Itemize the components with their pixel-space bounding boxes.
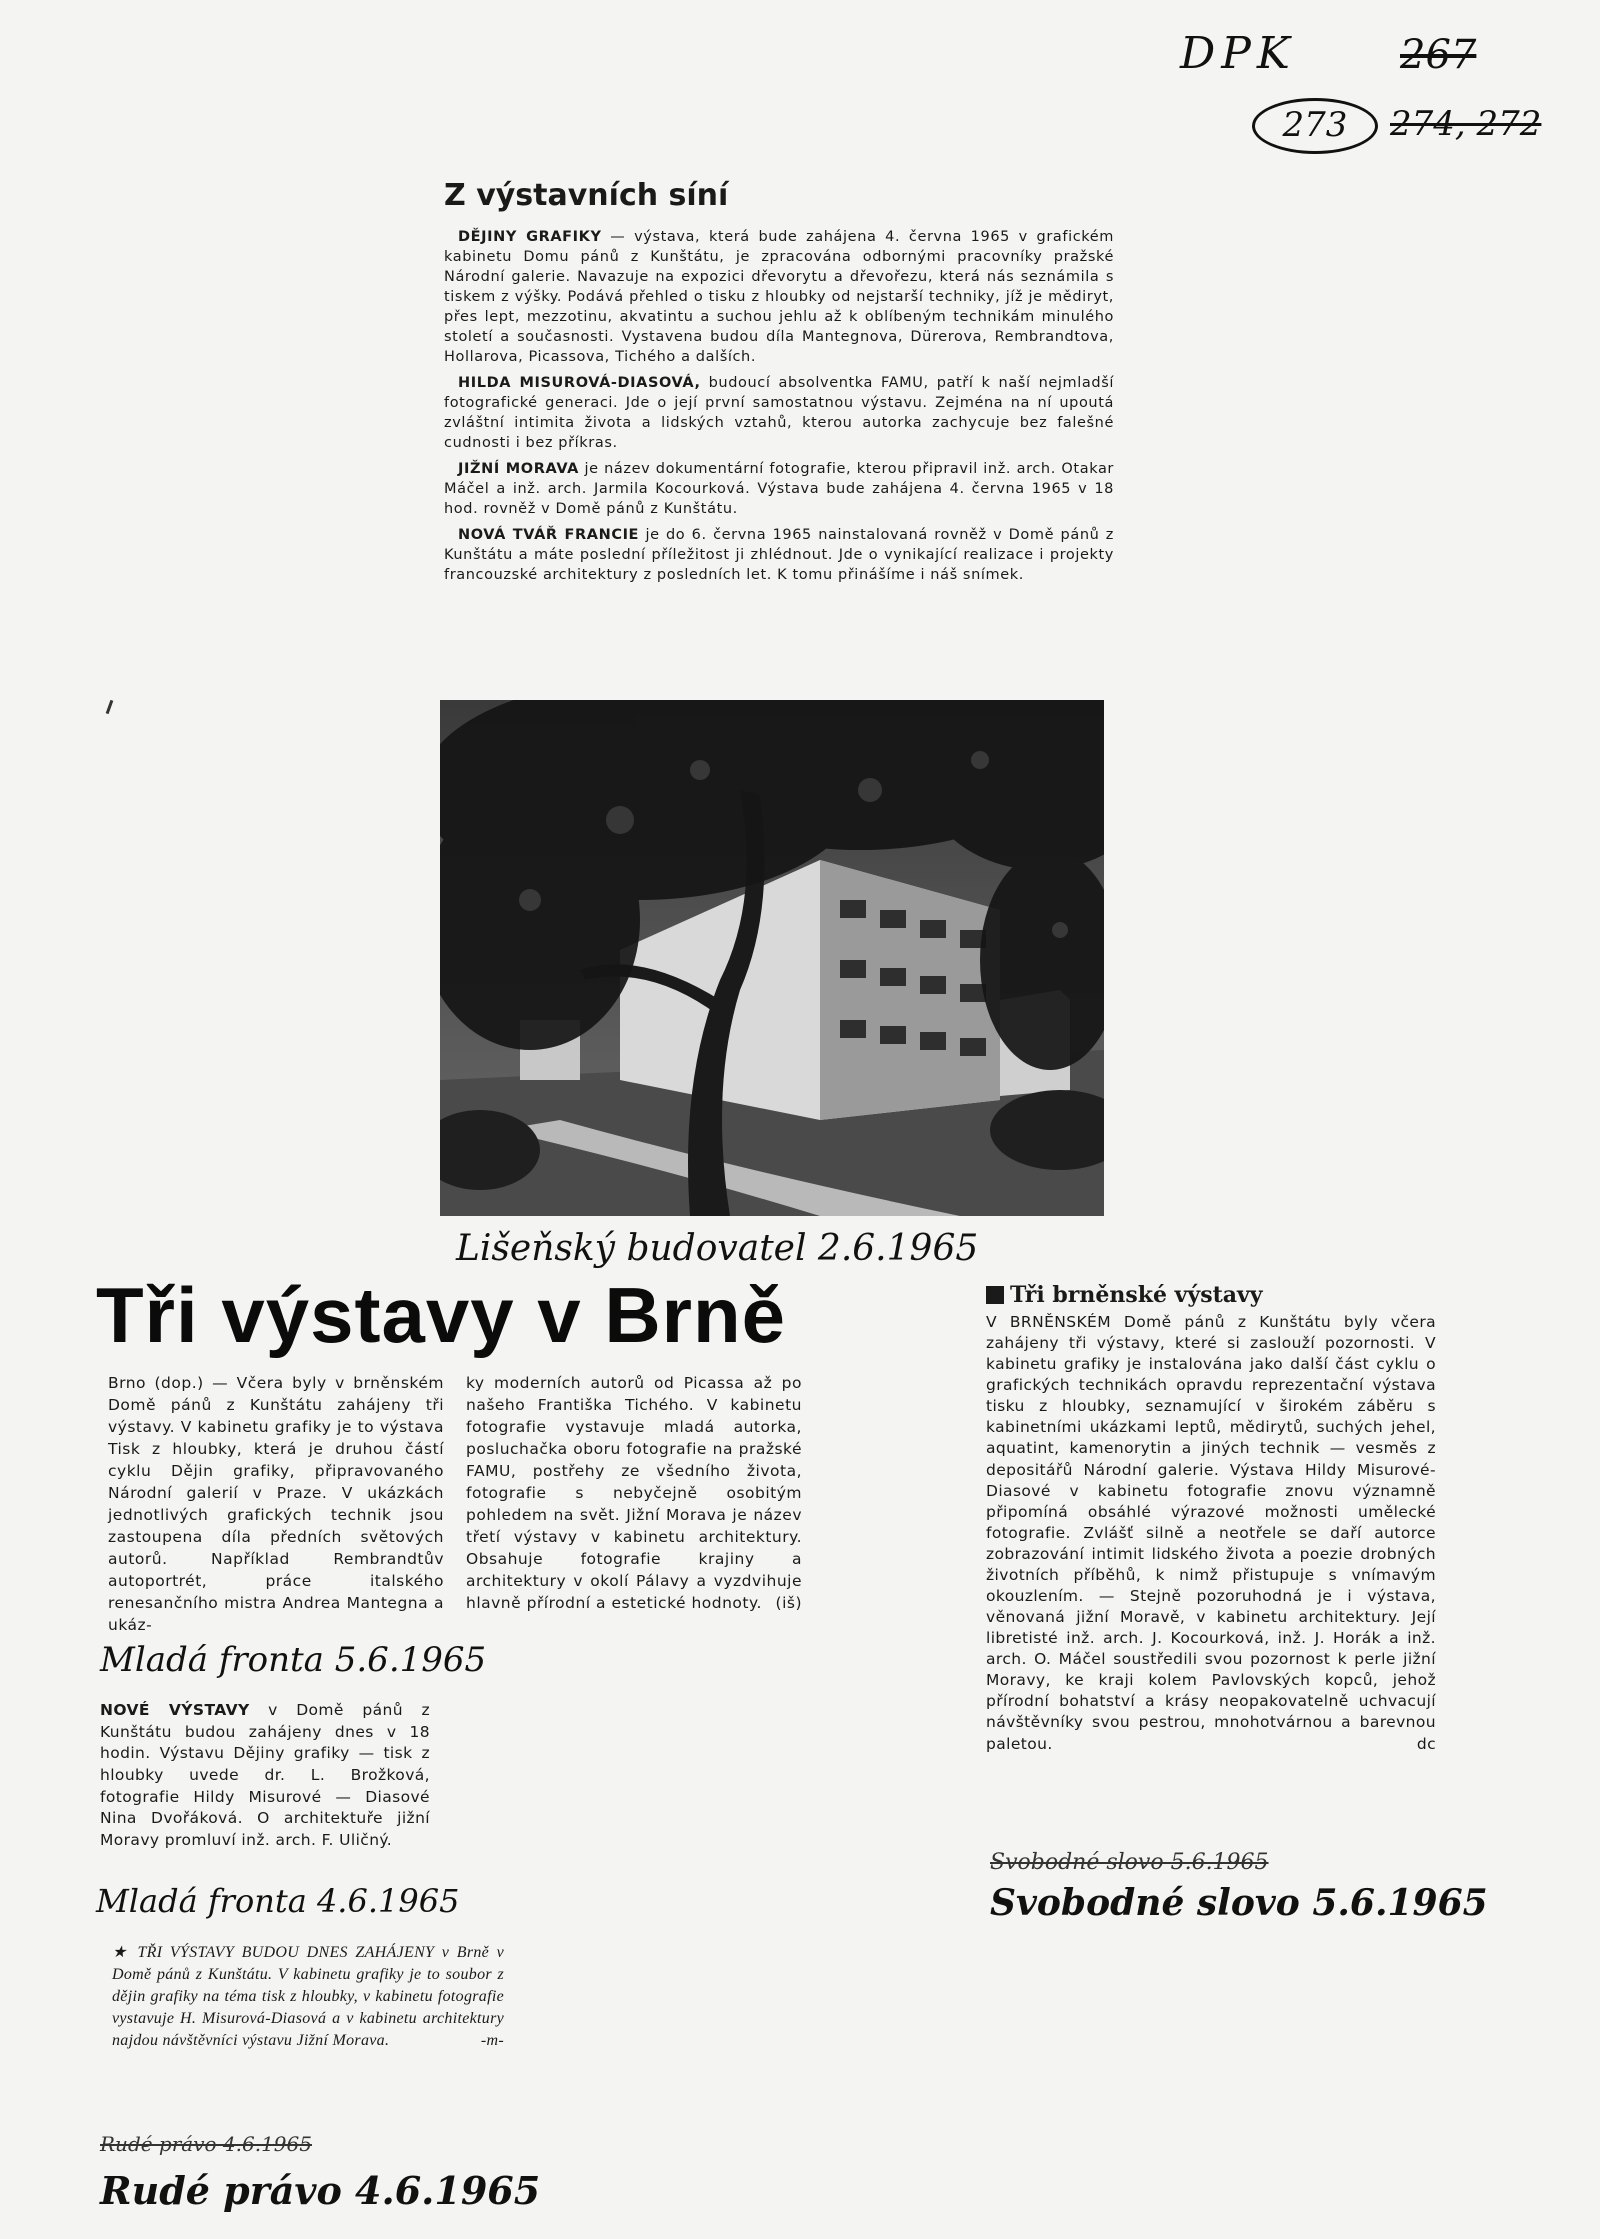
article3-lead: NOVÉ VÝSTAVY [100, 1701, 250, 1719]
article2-column-2 [466, 1372, 802, 1614]
article2-headline: Tři výstavy v Brně [96, 1271, 787, 1359]
paragraph-lead: DĚJINY GRAFIKY [458, 229, 602, 245]
article2-signature: (iš) [775, 1594, 802, 1612]
article4-text: ★ TŘI VÝSTAVY BUDOU DNES ZAHÁJENY v Brně v Domě pánů z Kunštátu. V kabinetu grafiky je to soubor z dějin grafiky na téma tisk z hloubky, v kabinetu fotografie vystavuje H. Misurová-Diasová a v kabinetu architektury najdou návštěvníci výstavu Jižní Morava. [112, 1944, 504, 2050]
article-nove-vystavy [100, 1700, 430, 1852]
building-photo-image [440, 700, 1104, 1216]
building-photo [440, 700, 1104, 1216]
article1-paragraph [444, 525, 1114, 585]
article5-headline: Tři brněnské výstavy [1010, 1282, 1263, 1308]
article3-text: v Domě pánů z Kunštátu budou zahájeny dnes v 18 hodin. Výstavu Dějiny grafiky — tisk z hloubky uvede dr. L. Brožková, fotografie Hildy Misurové — Diasové Nina Dvořáková. O architektuře jižní Moravy promluví inž. arch. F. Uličný. [100, 1701, 431, 1850]
article-tri-vystavy-budou [112, 1942, 504, 2052]
article4-signature: -m- [480, 2032, 504, 2050]
paragraph-lead: NOVÁ TVÁŘ FRANCIE [458, 527, 640, 543]
article5-headline-row [986, 1282, 1436, 1308]
article3-source-note: Mladá fronta 4.6.1965 [96, 1882, 460, 1920]
article5-text: V BRNĚNSKÉM Domě pánů z Kunštátu byly včera zahájeny tři výstavy, které si zaslouží pozornosti. V kabinetu grafiky je instalována jako další část cyklu o grafických technikách opravdu reprezentační výstava tisku z hloubky, seznamující v širokém záběru s kabinetními ukázkami leptů, mědirytů, suchých jehel, aquatint, kamenorytin a jiných technik — vesměs z depositářů Národní galerie. Výstava Hildy Misurové-Diasové v kabinetu fotografie znovu významně připomíná obsáhlé výrazové možnosti umělecké fotografie. Zvlášť silně a neotřele se daří autorce zobrazování intimit lidského života a poezie drobných životních příběhů, k nimž přistupuje s vnímavým okouzlením. — Stejně pozoruhodná je i výstava, věnovaná jižní Moravě, v kabinetu architektury. Její libretisté inž. arch. J. Kocourková, inž. J. Horák a inž. arch. O. Máčel soustředili svou pozornost k perle jižní Moravy, ke kraji kolem Pavlovských kopců, jehož přírodní bohatství a krásy neopakovatelně uchvacují návštěvníky svou pestrou, mnohotvárnou a barevnou paletou. [986, 1313, 1436, 1753]
paragraph-text: — výstava, která bude zahájena 4. června 1965 v grafickém kabinetu Domu pánů z Kunštátu, je zpracována odbornými pracovníky pražské Národní galerie. Navazuje na expozici dřevorytu a dřevořezu, která nás seznámila s tiskem z výšky. Podává přehled o tisku z hloubky od nejstarší techniky, jíž je mědiryt, přes lept, mezzotinu, akvatintu a suchou jehlu až k oblíbeným technikám minulého století a současnosti. Vystavena budou díla Mantegnova, Dürerova, Rembrandtova, Hollarova, Picassova, Tichého a dalších. [444, 229, 1114, 365]
article2-column-1 [108, 1372, 444, 1636]
article-tri-brnenske-vystavy [986, 1282, 1436, 1755]
article5-crossed-note: Svobodné slovo 5.6.1965 [990, 1850, 1269, 1875]
archive-circled-number: 273 [1252, 98, 1378, 154]
article1-paragraph [444, 459, 1114, 519]
article2-col1-text: Brno (dop.) — Včera byly v brněnském Domě pánů z Kunštátu zahájeny tři výstavy. V kabinetu grafiky je to výstava Tisk z hloubky, která je druhou částí cyklu Dějin grafiky, připravovaného Národní galerií v Praze. V ukázkách jednotlivých grafických technik jsou zastoupena díla předních světových autorů. Například Rembrandtův autoportrét, práce italského renesančního mistra Andrea Mantegna a ukáz- [108, 1374, 444, 1634]
archive-prefix: DPK [1180, 28, 1296, 79]
paragraph-lead: JIŽNÍ MORAVA [458, 461, 579, 477]
archive-extra-numbers: 274, 272 [1390, 104, 1542, 144]
paragraph-text: je do 6. června 1965 nainstalovaná rovněž v Domě pánů z Kunštátu a máte poslední příležitost ji zhlédnout. Jde o vynikající realizace i projekty francouzské architektury z posledních let. K tomu přinášíme i náš snímek. [444, 527, 1115, 583]
article1-title: Z výstavních síní [444, 178, 729, 213]
article5-body [986, 1312, 1436, 1755]
article5-source-note: Svobodné slovo 5.6.1965 [990, 1882, 1488, 1924]
article1-paragraph [444, 373, 1114, 453]
paragraph-lead: HILDA MISUROVÁ-DIASOVÁ, [458, 375, 701, 391]
article2-source-note: Mladá fronta 5.6.1965 [100, 1640, 487, 1680]
paragraph-text: budoucí absolventka FAMU, patří k naší nejmladší fotografické generaci. Jde o její první samostatnou výstavu. Zejména na ní upoutá zvláštní intimita života a lidských vztahů, kterou autorka zachycuje bez falešné cudnosti i bez příkras. [444, 375, 1114, 451]
article4-source-note: Rudé právo 4.6.1965 [100, 2168, 541, 2213]
archive-old-number: 267 [1400, 32, 1477, 78]
paragraph-text: je název dokumentární fotografie, kterou připravil inž. arch. Otakar Máčel a inž. arch. Jarmila Kocourková. Výstava bude zahájena 4. června 1965 v 18 hod. rovněž v Domě pánů z Kunštátu. [444, 461, 1114, 517]
article1-source-note: Lišeňský budovatel 2.6.1965 [456, 1228, 979, 1269]
square-bullet-icon [986, 1286, 1004, 1304]
article4-crossed-note: Rudé právo 4.6.1965 [100, 2132, 312, 2156]
article5-signature: dc [1416, 1734, 1436, 1753]
article1-paragraph [444, 227, 1114, 367]
article-z-vystavnich-sini [444, 178, 1114, 591]
stray-mark [106, 700, 114, 714]
article1-body [444, 227, 1114, 585]
article2-col2-text: ky moderních autorů od Picassa až po našeho Františka Tichého. V kabinetu fotografie vystavuje mladá autorka, posluchačka oboru fotografie na pražské FAMU, postřehy ze všedního života, fotografie s nebyčejně osobitým pohledem na svět. Jižní Morava je název třetí výstavy v kabinetu architektury. Obsahuje fotografie krajiny a architektury v okolí Pálavy a vyzdvihuje hlavně přírodní a estetické hodnoty. [466, 1374, 802, 1612]
archive-mark [1180, 28, 1590, 148]
